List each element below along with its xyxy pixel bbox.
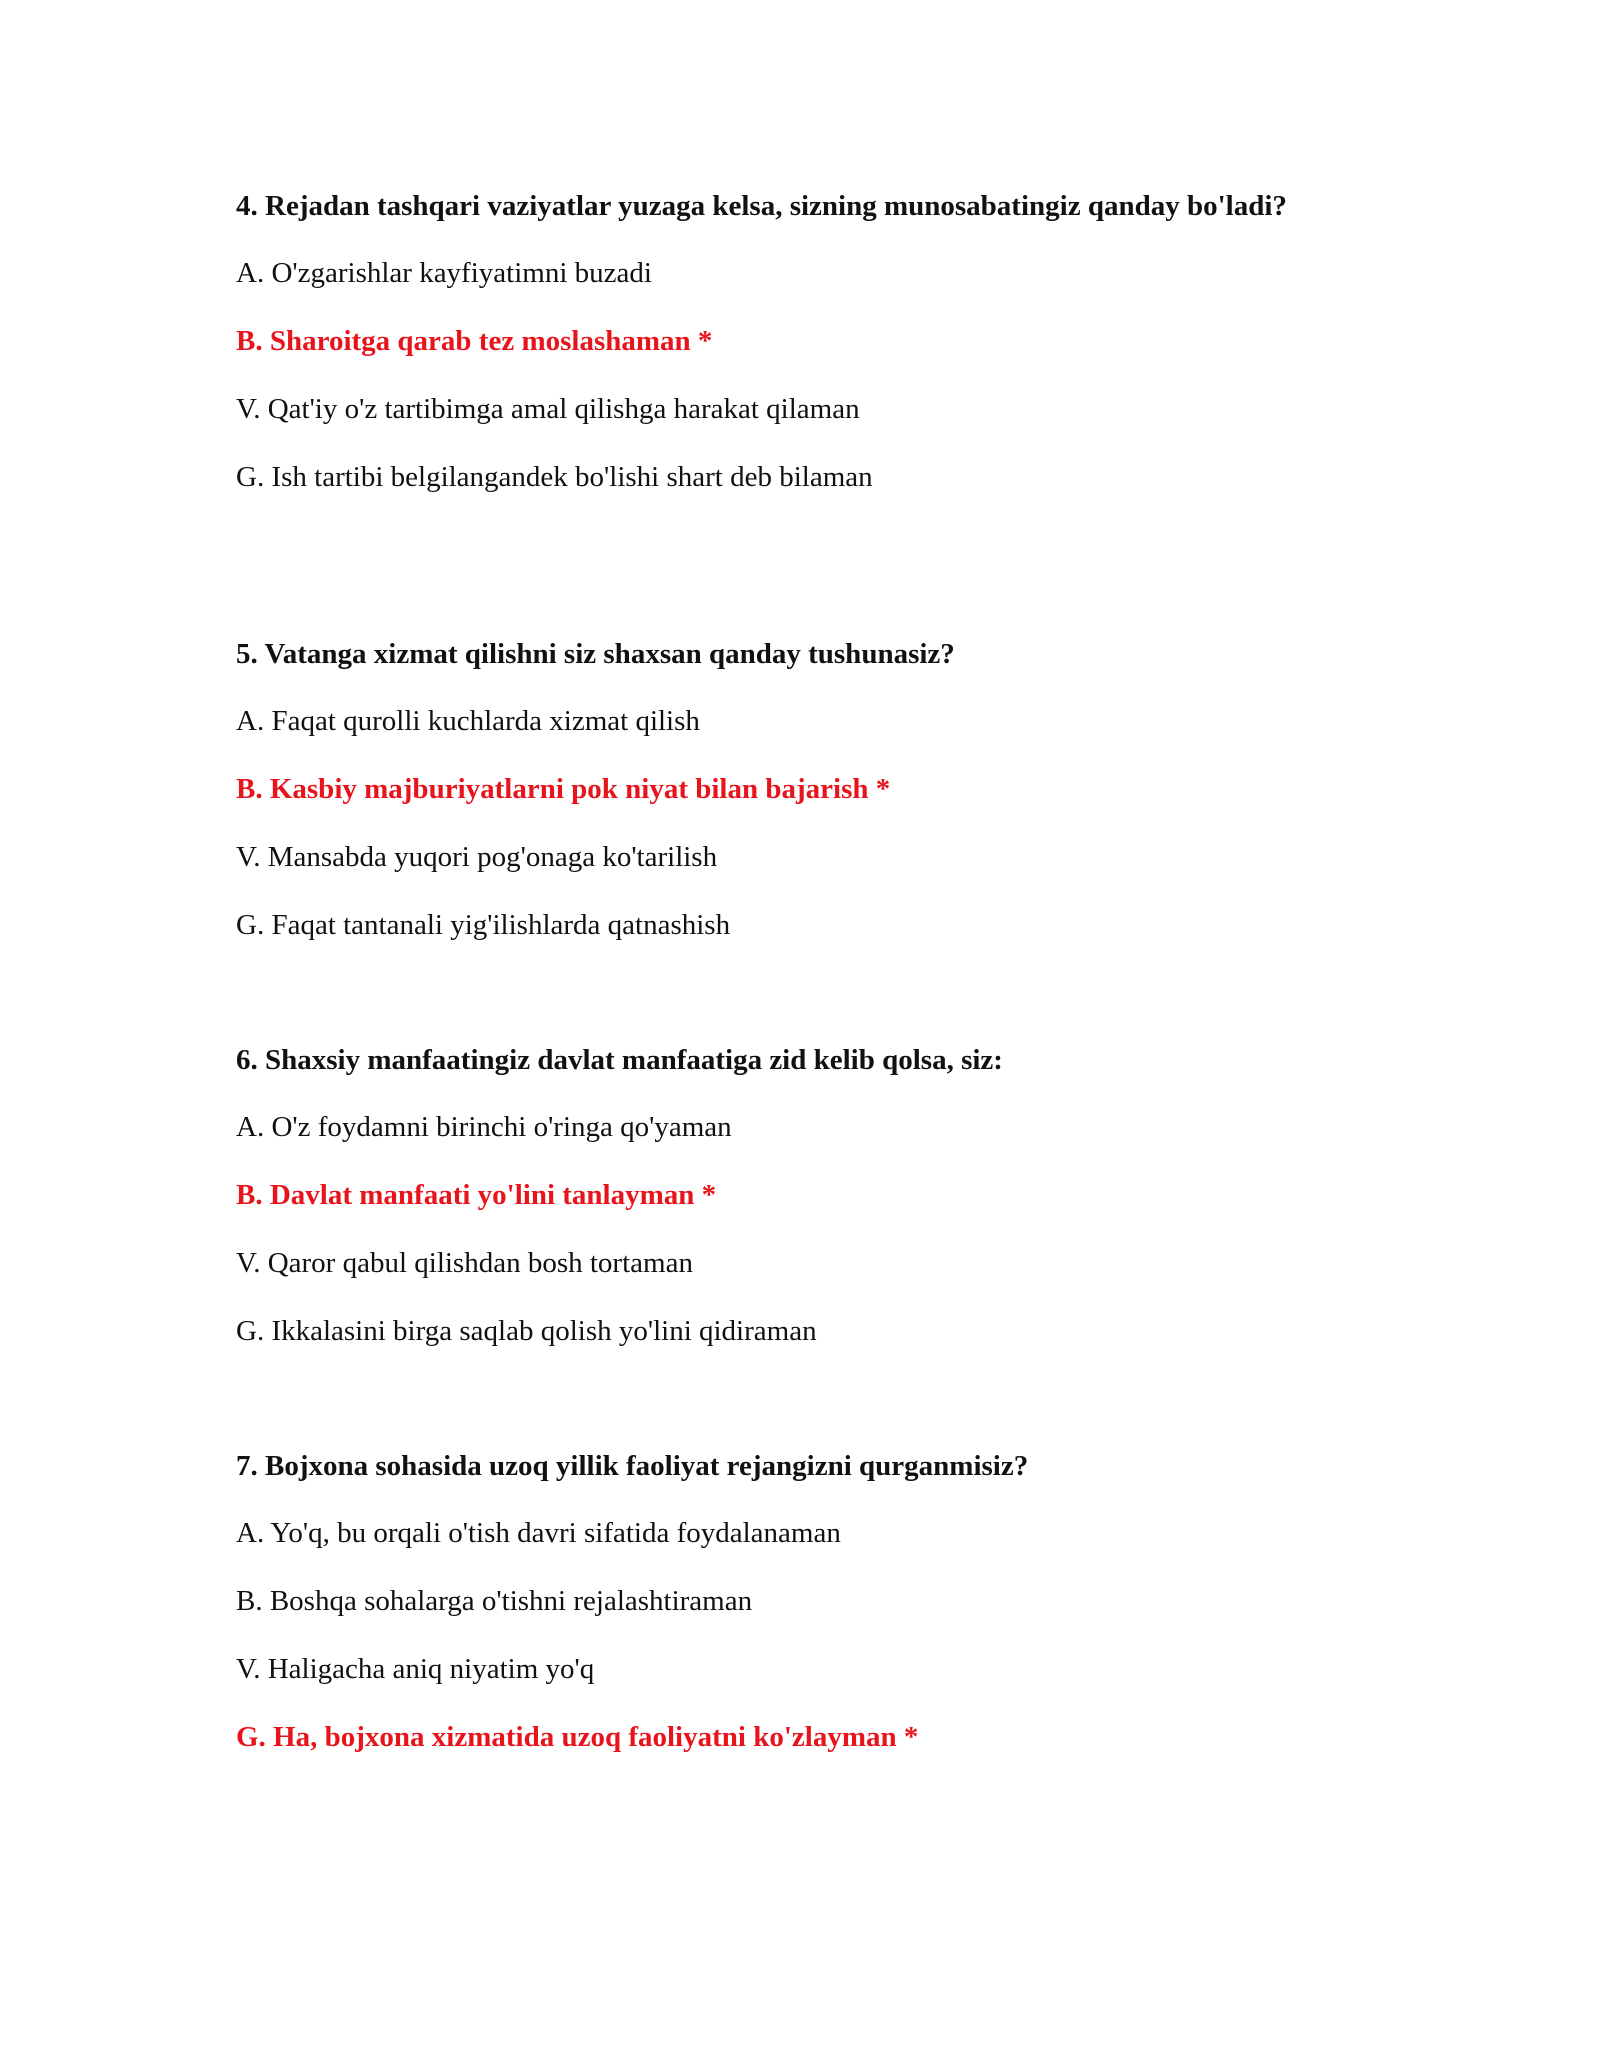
option-a: A. O'zgarishlar kayfiyatimni buzadi [236,257,652,289]
option-b: B. Boshqa sohalarga o'tishni rejalashtiraman [236,1585,753,1617]
option-b-correct: B. Sharoitga qarab tez moslashaman * [236,325,713,357]
question-text: 5. Vatanga xizmat qilishni siz shaxsan qanday tushunasiz? [236,638,955,670]
option-b-correct: B. Kasbiy majburiyatlarni pok niyat bilan bajarish * [236,773,891,805]
option-g-correct: G. Ha, bojxona xizmatida uzoq faoliyatni ko'zlayman * [236,1721,919,1753]
option-a: A. Yo'q, bu orqali o'tish davri sifatida foydalanaman [236,1517,841,1549]
question-block-6 [236,1040,1356,1379]
option-v: V. Haligacha aniq niyatim yo'q [236,1653,595,1685]
question-text: 6. Shaxsiy manfaatingiz davlat manfaatiga zid kelib qolsa, siz: [236,1044,1003,1076]
option-v: V. Mansabda yuqori pog'onaga ko'tarilish [236,841,718,873]
option-b-correct: B. Davlat manfaati yo'lini tanlayman * [236,1179,717,1211]
option-v: V. Qat'iy o'z tartibimga amal qilishga harakat qilaman [236,393,860,425]
question-block-4 [236,186,1356,525]
question-block-7 [236,1446,1356,1785]
option-a: A. O'z foydamni birinchi o'ringa qo'yaman [236,1111,732,1143]
option-v: V. Qaror qabul qilishdan bosh tortaman [236,1247,693,1279]
option-a: A. Faqat qurolli kuchlarda xizmat qilish [236,705,700,737]
question-text: 4. Rejadan tashqari vaziyatlar yuzaga kelsa, sizning munosabatingiz qanday bo'ladi? [236,190,1287,222]
option-g: G. Faqat tantanali yig'ilishlarda qatnashish [236,909,731,941]
question-text: 7. Bojxona sohasida uzoq yillik faoliyat rejangizni qurganmisiz? [236,1450,1029,1482]
option-g: G. Ish tartibi belgilangandek bo'lishi shart deb bilaman [236,461,873,493]
question-block-5 [236,634,1356,973]
option-g: G. Ikkalasini birga saqlab qolish yo'lini qidiraman [236,1315,817,1347]
